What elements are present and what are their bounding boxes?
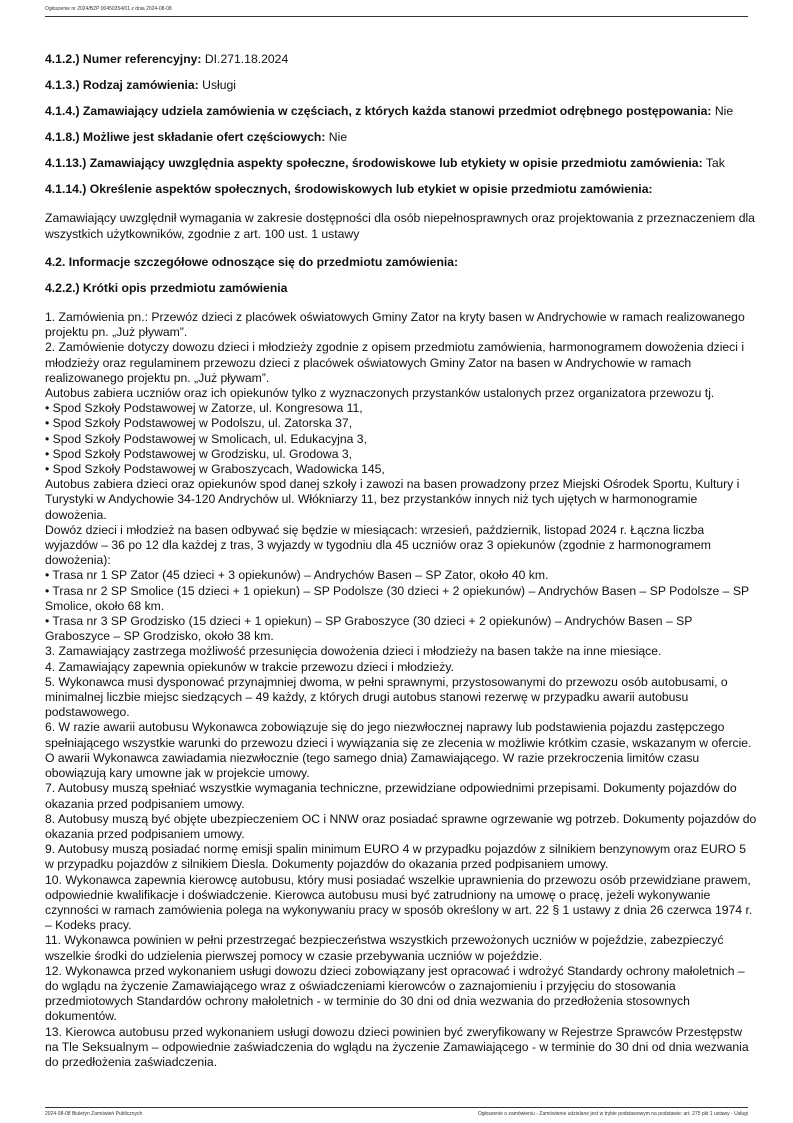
description-line: 9. Autobusy muszą posiadać normę emisji spalin minimum EURO 4 w przypadku pojazdów z silnikiem benzynowym oraz EURO 5 w przypadku pojazdów z silnikiem Diesla. Dokumenty pojazdów do okazania przed podpisaniem umowy. [45, 842, 747, 872]
field-social-aspects [45, 156, 757, 171]
field-value: Nie [325, 130, 348, 144]
description-line: 10. Wykonawca zapewnia kierowcę autobusu, który musi posiadać wszelkie uprawnienia do przewozu osób przewidziane prawem, odpowiednie kwalifikacje i doświadczenie. Kierowca autobusu musi być zatrudniony na umowę o pracę, jeżeli wykonywanie czynności w ramach zamówienia polega na wykonywaniu pracy w sposób określony w art. 22 § 1 ustawy z dnia 26 czerwca 1974 r. – Kodeks pracy. [45, 872, 753, 933]
page-footer [45, 1107, 748, 1120]
description-line: 4. Zamawiający zapewnia opiekunów w trakcie przewozu dzieci i młodzieży. [45, 659, 454, 674]
field-value: Nie [711, 104, 734, 118]
description-line: Autobus zabiera dzieci oraz opiekunów spod danej szkoły i zawozi na basen prowadzony przez Miejski Ośrodek Sportu, Kultury i Turystyki w Andychowie 34-120 Andrychów ul. Włókniarzy 11, bez przystanków innych niż tych ujętych w harmonogramie dowożenia. [45, 477, 740, 522]
order-description [45, 310, 757, 1070]
field-value: Usługi [198, 78, 237, 92]
description-line: 12. Wykonawca przed wykonaniem usługi dowozu dzieci zobowiązany jest opracować i wdrożyć Standardy ochrony małoletnich – do wglądu na życzenie Zamawiającego wraz z oświadczeniami kierowców o zaznajomieniu i przyjęciu do stosowania przedmiotowych Standardów ochrony małoletnich - w terminie do 30 dni od dnia wezwania do przedłożenia stosownych dokumentów. [45, 963, 745, 1024]
description-line: • Trasa nr 2 SP Smolice (15 dzieci + 1 opiekun) – SP Podolsze (30 dzieci + 2 opiekunów) – Andrychów Basen – SP Podolsze – SP Smolice, około 68 km. [45, 583, 749, 613]
field-label: 4.1.14.) Określenie aspektów społecznych, środowiskowych lub etykiet w opisie przedmiotu zamówienia: [45, 182, 653, 196]
description-line: Autobus zabiera uczniów oraz ich opiekunów tylko z wyznaczonych przystanków ustalonych przez organizatora przewozu tj. [45, 386, 715, 401]
description-line: 6. W razie awarii autobusu Wykonawca zobowiązuje się do jego niezwłocznej naprawy lub podstawienia pojazdu zastępczego spełniającego wszystkie warunki do przewozu dzieci i wywiązania się ze zlecenia w możliwie krótkim czasie, wskazanym w ofercie. O awarii Wykonawca zawiadamia niezwłocznie (tego samego dnia) Zamawiającego. W razie przekroczenia limitów czasu obowiązują kary umowne jak w projekcie umowy. [45, 720, 752, 781]
description-line: 13. Kierowca autobusu przed wykonaniem usługi dowozu dzieci powinien być zweryfikowany w Rejestrze Sprawców Przestępstw na Tle Seksualnym – odpowiednie zaświadczenia do wglądu na życzenie Zamawiającego - w terminie do 30 dni od dnia wezwania do przedłożenia zaświadczenia. [45, 1024, 749, 1069]
field-label: 4.1.13.) Zamawiający uwzględnia aspekty społeczne, środowiskowe lub etykiety w opisie przedmiotu zamówienia: [45, 156, 703, 170]
section-heading-4-2: 4.2. Informacje szczegółowe odnoszące się do przedmiotu zamówienia: [45, 255, 459, 269]
footer-right-text: Ogłoszenie o zamówieniu - Zamówienie udzielane jest w trybie podstawowym na podstawie: art. 275 pkt 1 ustawy - Usługi [477, 1111, 748, 1117]
field-order-type [45, 78, 757, 93]
field-aspects-definition [45, 182, 757, 197]
field-reference-number [45, 52, 757, 67]
description-line: • Spod Szkoły Podstawowej w Podolszu, ul. Zatorska 37, [45, 416, 353, 431]
description-line: • Trasa nr 1 SP Zator (45 dzieci + 3 opiekunów) – Andrychów Basen – SP Zator, około 40 km. [45, 568, 549, 583]
field-label: 4.1.2.) Numer referencyjny: [45, 52, 202, 66]
description-line: • Trasa nr 3 SP Grodzisko (15 dzieci + 1 opiekun) – SP Graboszyce (30 dzieci + 2 opiekunów) – Andrychów Basen – SP Graboszyce – SP Grodzisko, około 38 km. [45, 614, 693, 644]
description-line: 8. Autobusy muszą być objęte ubezpieczeniem OC i NNW oraz posiadać sprawne ogrzewanie wg potrzeb. Dokumenty pojazdów do okazania przed podpisaniem umowy. [45, 811, 757, 841]
description-line: • Spod Szkoły Podstawowej w Graboszycach, Wadowicka 145, [45, 462, 385, 477]
field-label: 4.1.3.) Rodzaj zamówienia: [45, 78, 199, 92]
description-line: 5. Wykonawca musi dysponować przynajmniej dwoma, w pełni sprawnymi, przystosowanymi do przewozu osób autobusami, o minimalnej liczbie miejsc siedzących – 49 każdy, z których drugi autobus stanowi rezerwę w przypadku awarii autobusu podstawowego. [45, 674, 728, 720]
description-line: Dowóz dzieci i młodzież na basen odbywać się będzie w miesiącach: wrzesień, październik, listopad 2024 r. Łączna liczba wyjazdów – 36 po 12 dla każdej z tras, 3 wyjazdy w tygodniu dla 45 uczniów oraz 3 opiekunów (zgodnie z harmonogramem dowożenia): [45, 522, 711, 568]
field-parts [45, 104, 757, 119]
description-line: • Spod Szkoły Podstawowej w Zatorze, ul. Kongresowa 11, [45, 401, 363, 416]
footer-left-text: 2024-08-08 Biuletyn Zamówień Publicznych [45, 1111, 143, 1117]
description-line: • Spod Szkoły Podstawowej w Smolicach, ul. Edukacyjna 3, [45, 431, 367, 446]
header-title: Ogłoszenie nr 2024/BZP 00450354/01 z dnia 2024-08-08 [45, 6, 172, 12]
description-line: 1. Zamówienia pn.: Przewóz dzieci z placówek oświatowych Gminy Zator na kryty basen w Andrychowie w ramach realizowanego projektu pn. „Już pływam”. [45, 310, 745, 340]
section-heading-4-2-2: 4.2.2.) Krótki opis przedmiotu zamówienia [45, 281, 288, 295]
field-value: Tak [702, 156, 725, 170]
description-line: 11. Wykonawca powinien w pełni przestrzegać bezpieczeństwa wszystkich przewożonych uczniów w pojeździe, zabezpieczyć wszelkie środki do udzielenia pierwszej pomocy w czasie przebywania uczniów w pojeździe. [45, 933, 724, 963]
field-value: DI.271.18.2024 [201, 52, 289, 66]
description-line: • Spod Szkoły Podstawowej w Grodzisku, ul. Grodowa 3, [45, 446, 353, 461]
document-content [45, 52, 757, 1070]
field-partial-offers [45, 130, 757, 145]
aspects-text: Zamawiający uwzględnił wymagania w zakresie dostępności dla osób niepełnosprawnych oraz projektowania z przeznaczeniem dla wszystkich użytkowników, zgodnie z art. 100 ust. 1 ustawy [45, 211, 755, 241]
field-label: 4.1.4.) Zamawiający udziela zamówienia w częściach, z których każda stanowi przedmiot odrębnego postępowania: [45, 104, 712, 118]
description-line: 7. Autobusy muszą spełniać wszystkie wymagania techniczne, przewidziane odpowiednimi przepisami. Dokumenty pojazdów do okazania przed podpisaniem umowy. [45, 781, 737, 811]
field-label: 4.1.8.) Możliwe jest składanie ofert częściowych: [45, 130, 326, 144]
description-line: 3. Zamawiający zastrzega możliwość przesunięcia dowożenia dzieci i młodzieży na basen także na inne miesiące. [45, 644, 662, 659]
page-header [45, 6, 748, 17]
description-line: 2. Zamówienie dotyczy dowozu dzieci i młodzieży zgodnie z opisem przedmiotu zamówienia, harmonogramem dowożenia dzieci i młodzieży oraz regulaminem przewozu dzieci z placówek oświatowych Gminy Zator na basen w Andrychowie w ramach realizowanego projektu pn. „Już pływam”. [45, 340, 745, 385]
